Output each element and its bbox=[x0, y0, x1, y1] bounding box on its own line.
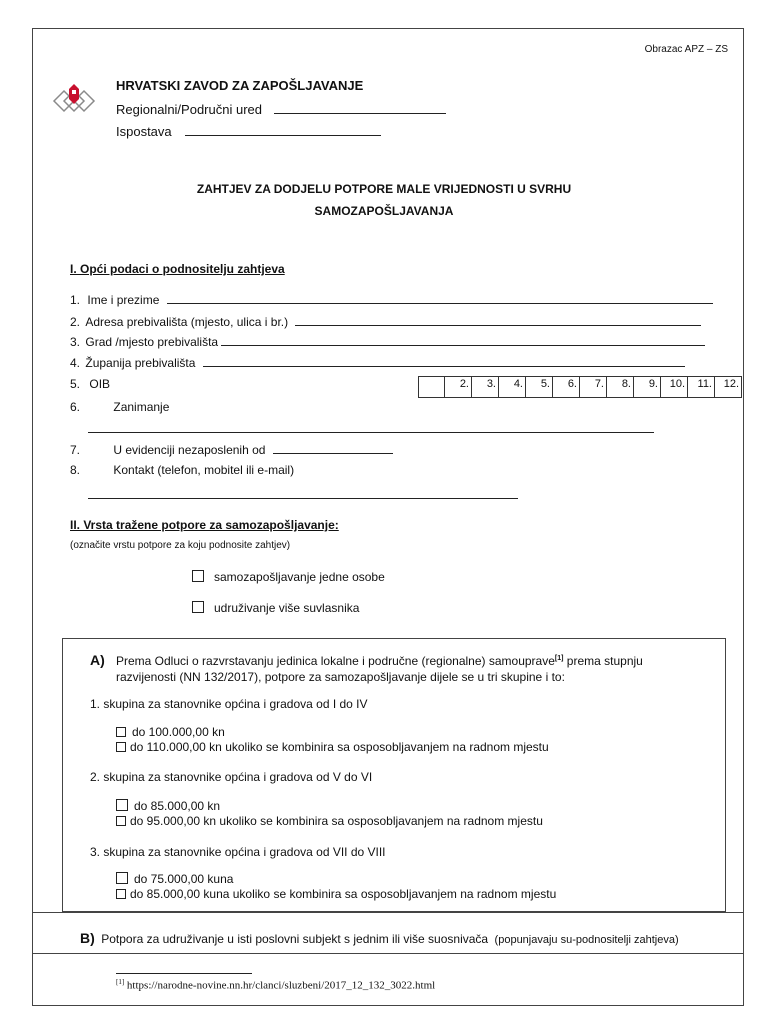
oib-cell[interactable]: 10. bbox=[661, 376, 688, 398]
group-3-option-2-checkbox[interactable] bbox=[116, 889, 126, 899]
field-contact-row bbox=[70, 463, 294, 477]
org-name: HRVATSKI ZAVOD ZA ZAPOŠLJAVANJE bbox=[116, 78, 364, 93]
box-a-intro-text: Prema Odluci o razvrstavanju jedinica lokalne i područne (regionalne) samouprave bbox=[116, 654, 555, 668]
field-name-label: Ime i prezime bbox=[87, 293, 160, 307]
section2-note: (označite vrstu potpore za koju podnosite zahtjev) bbox=[70, 540, 291, 551]
group-1-option-2-label: do 110.000,00 kn ukoliko se kombinira sa osposobljavanjem na radnom mjestu bbox=[130, 740, 549, 754]
field-unemployed-label: U evidenciji nezaposlenih od bbox=[113, 443, 266, 457]
field-num: 5. bbox=[70, 377, 81, 391]
group-2-option-1-label: do 85.000,00 kn bbox=[134, 799, 221, 813]
field-county-label: Županija prebivališta bbox=[85, 356, 196, 370]
group-2-option-1-checkbox[interactable] bbox=[116, 799, 128, 811]
footnote bbox=[116, 978, 435, 992]
section2-heading: II. Vrsta tražene potpore za samozapošljavanje: bbox=[70, 518, 339, 532]
group-2-option-2-checkbox[interactable] bbox=[116, 816, 126, 826]
group-3-option-1-label: do 75.000,00 kuna bbox=[134, 872, 234, 886]
option-co-owners-label: udruživanje više suvlasnika bbox=[214, 601, 360, 615]
box-b-row bbox=[80, 930, 679, 948]
document-title-line2: SAMOZAPOŠLJAVANJA bbox=[314, 204, 454, 218]
branch-label: Ispostava bbox=[116, 124, 172, 139]
field-num: 1. bbox=[70, 293, 81, 307]
field-county-input[interactable] bbox=[203, 355, 685, 367]
regional-office-field[interactable] bbox=[274, 102, 446, 114]
box-a-letter: A) bbox=[90, 652, 105, 668]
field-city-label: Grad /mjesto prebivališta bbox=[85, 335, 219, 349]
oib-cell[interactable]: 4. bbox=[499, 376, 526, 398]
field-name-row bbox=[70, 292, 713, 307]
group-1-option-2 bbox=[116, 740, 549, 754]
oib-cell[interactable]: 9. bbox=[634, 376, 661, 398]
option-single-person-row bbox=[192, 570, 385, 584]
group-3-option-2 bbox=[116, 887, 556, 901]
field-num: 3. bbox=[70, 335, 81, 349]
regional-office-row bbox=[116, 102, 446, 117]
field-unemployed-input[interactable] bbox=[273, 442, 393, 454]
field-address-label: Adresa prebivališta (mjesto, ulica i br.) bbox=[85, 315, 289, 329]
field-county-row bbox=[70, 355, 685, 370]
oib-cell[interactable]: 3. bbox=[472, 376, 499, 398]
field-name-input[interactable] bbox=[167, 292, 713, 304]
box-b-note: (popunjavaju su-podnositelji zahtjeva) bbox=[494, 934, 679, 946]
group-1-option-1-checkbox[interactable] bbox=[116, 727, 126, 737]
group-1-option-1-label: do 100.000,00 kn bbox=[132, 725, 225, 739]
group-2-option-2-label: do 95.000,00 kn ukoliko se kombinira sa osposobljavanjem na radnom mjestu bbox=[130, 814, 543, 828]
branch-row bbox=[116, 124, 381, 139]
oib-cell[interactable] bbox=[418, 376, 445, 398]
group-2-option-1 bbox=[116, 799, 220, 813]
oib-cell[interactable]: 5. bbox=[526, 376, 553, 398]
field-num: 8. bbox=[70, 463, 81, 477]
field-contact-input[interactable] bbox=[88, 487, 518, 499]
field-occupation-input[interactable] bbox=[88, 421, 654, 433]
oib-cell[interactable]: 6. bbox=[553, 376, 580, 398]
group-3-option-1-checkbox[interactable] bbox=[116, 872, 128, 884]
oib-cell[interactable]: 8. bbox=[607, 376, 634, 398]
box-b-text: Potpora za udruživanje u isti poslovni subjekt s jednim ili više suosnivača bbox=[101, 932, 489, 946]
field-oib-label: OIB bbox=[89, 377, 111, 391]
field-occupation-label: Zanimanje bbox=[113, 400, 170, 414]
field-contact-input-wrap bbox=[88, 486, 518, 504]
section1-heading: I. Opći podaci o podnositelju zahtjeva bbox=[70, 262, 285, 276]
oib-cell[interactable]: 7. bbox=[580, 376, 607, 398]
group-1-option-2-checkbox[interactable] bbox=[116, 742, 126, 752]
group-3-option-2-label: do 85.000,00 kuna ukoliko se kombinira sa osposobljavanjem na radnom mjestu bbox=[130, 887, 557, 901]
field-occupation-input-wrap bbox=[88, 420, 654, 438]
footnote-link[interactable]: https://narodne-novine.nn.hr/clanci/sluzbeni/2017_12_132_3022.html bbox=[126, 979, 436, 992]
option-single-person-label: samozapošljavanje jedne osobe bbox=[214, 570, 385, 584]
box-a-intro-text-b: prema stupnju bbox=[563, 654, 643, 668]
field-oib-row bbox=[70, 377, 110, 391]
oib-cell[interactable]: 12. bbox=[715, 376, 742, 398]
regional-office-label: Regionalni/Područni ured bbox=[116, 102, 262, 117]
oib-cell[interactable]: 11. bbox=[688, 376, 715, 398]
document-title-line1: ZAHTJEV ZA DODJELU POTPORE MALE VRIJEDNOSTI U SVRHU bbox=[196, 182, 572, 196]
box-b-letter: B) bbox=[80, 930, 95, 946]
footnote-ref: [1] bbox=[116, 978, 125, 986]
field-address-row bbox=[70, 314, 701, 329]
option-co-owners-row bbox=[192, 601, 359, 615]
field-num: 7. bbox=[70, 443, 81, 457]
box-a-intro-line2: razvijenosti (NN 132/2017), potpore za samozapošljavanje dijele se u tri skupine i to: bbox=[116, 670, 565, 684]
field-contact-label: Kontakt (telefon, mobitel ili e-mail) bbox=[113, 463, 295, 477]
branch-field[interactable] bbox=[185, 124, 381, 136]
field-num: 2. bbox=[70, 315, 81, 329]
option-single-person-checkbox[interactable] bbox=[192, 570, 204, 582]
oib-cell[interactable]: 2. bbox=[445, 376, 472, 398]
group-2-title: 2. skupina za stanovnike općina i gradova od V do VI bbox=[90, 770, 373, 784]
footnote-separator bbox=[116, 973, 252, 974]
group-1-title: 1. skupina za stanovnike općina i gradova od I do IV bbox=[90, 697, 368, 711]
footnote-ref: [1] bbox=[554, 655, 564, 662]
group-3-option-1 bbox=[116, 872, 233, 886]
field-occupation-row bbox=[70, 400, 169, 414]
group-3-title: 3. skupina za stanovnike općina i gradova od VII do VIII bbox=[90, 845, 386, 859]
option-co-owners-checkbox[interactable] bbox=[192, 601, 204, 613]
field-city-input[interactable] bbox=[221, 334, 705, 346]
field-city-row bbox=[70, 334, 705, 349]
group-1-option-1 bbox=[116, 725, 225, 739]
form-code: Obrazac APZ – ZS bbox=[644, 44, 728, 55]
group-2-option-2 bbox=[116, 814, 543, 828]
field-unemployed-row bbox=[70, 442, 393, 457]
hzz-logo-icon bbox=[50, 84, 98, 118]
field-num: 4. bbox=[70, 356, 81, 370]
field-num: 6. bbox=[70, 400, 81, 414]
field-address-input[interactable] bbox=[295, 314, 701, 326]
oib-cells[interactable] bbox=[418, 376, 742, 398]
box-a-intro-line1 bbox=[116, 654, 643, 668]
